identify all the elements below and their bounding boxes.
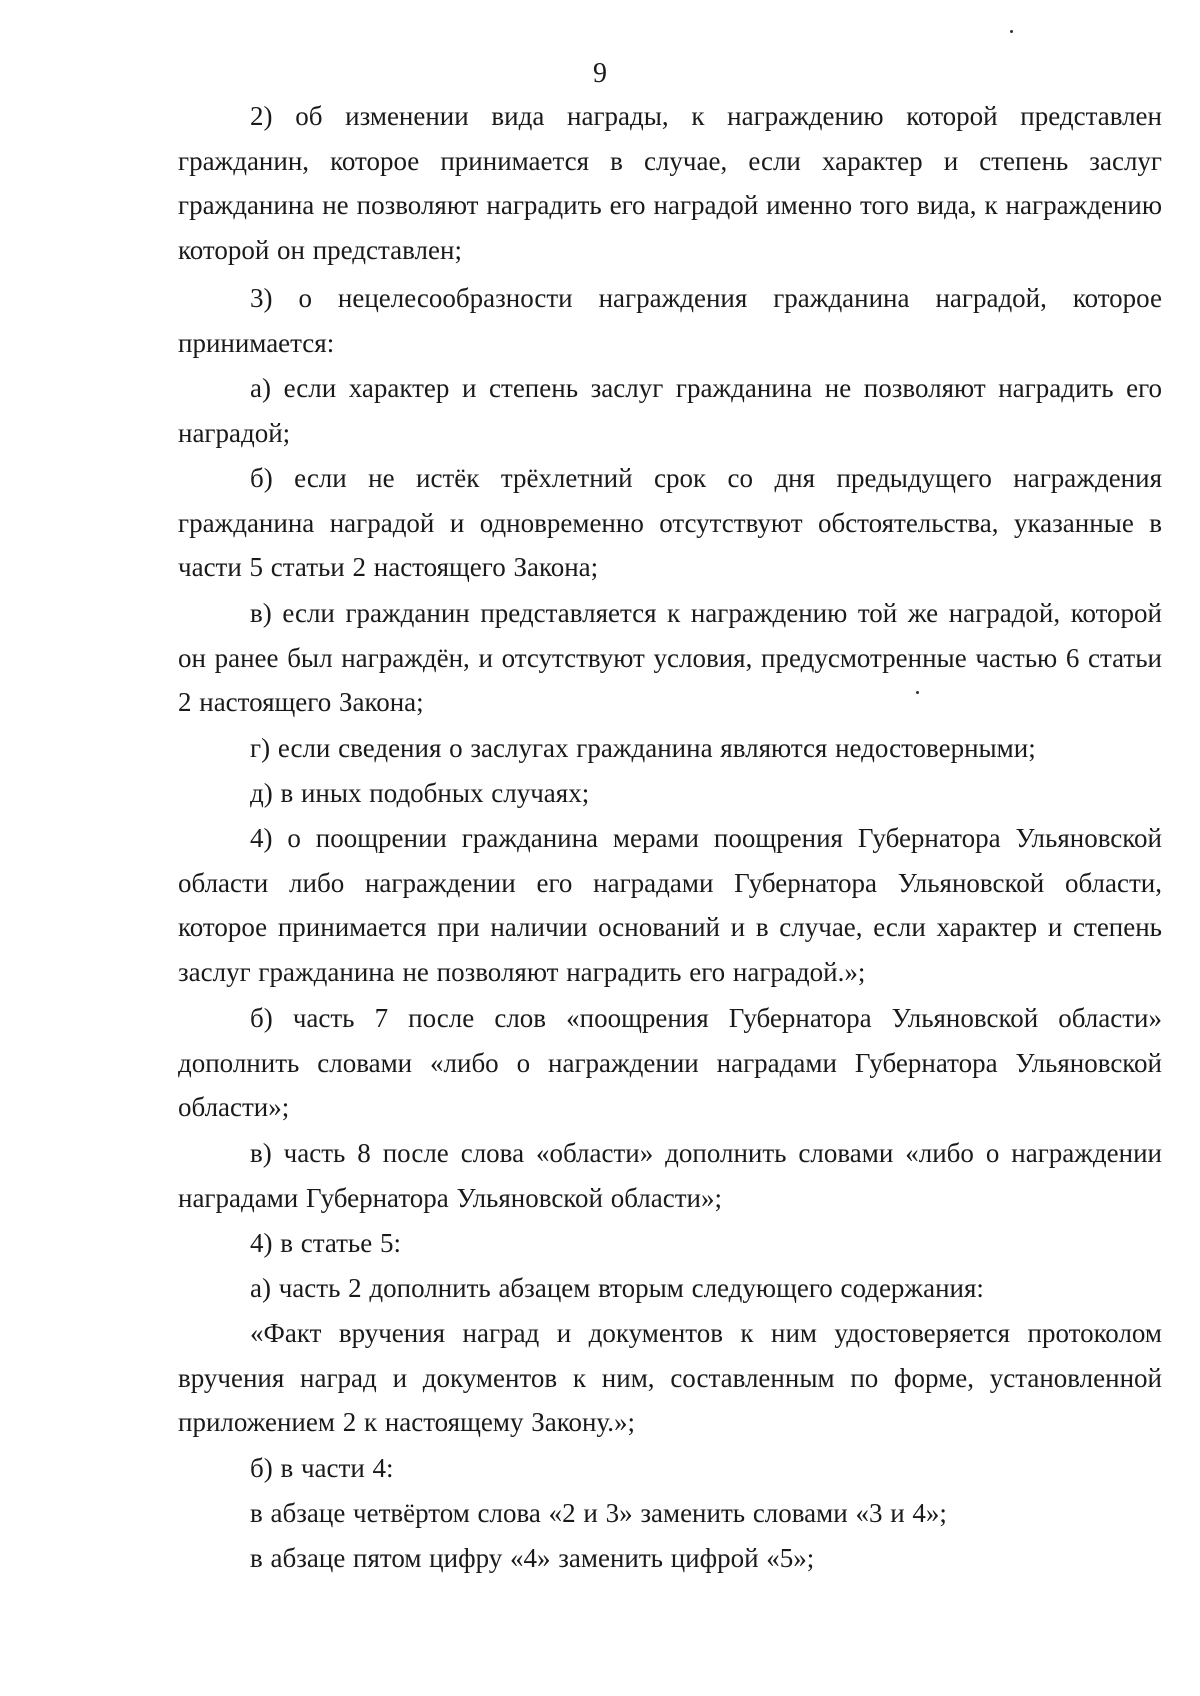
paragraph-item-2: 2) об изменении вида награды, к награждению которой представлен гражданин, которое принимается в случае, если характер и степень заслуг гражданина не позволяют наградить его наградой именно того вида, к награждению которой он представлен; — [178, 101, 1162, 265]
paragraph-part-4: б) в части 4: — [250, 1453, 394, 1483]
paragraph-part-8: в) часть 8 после слова «области» дополнить словами «либо о награждении наградами Губернатора Ульяновской области»; — [178, 1138, 1162, 1213]
paragraph-article-5: 4) в статье 5: — [250, 1228, 401, 1258]
paragraph-subitem-b: б) если не истёк трёхлетний срок со дня предыдущего награждения гражданина наградой и одновременно отсутствуют обстоятельства, указанные в части 5 статьи 2 настоящего Закона; — [178, 463, 1162, 582]
scan-speck — [1010, 30, 1013, 33]
paragraph-abzac-4: в абзаце четвёртом слова «2 и 3» заменить словами «3 и 4»; — [250, 1498, 947, 1528]
paragraph-subitem-a: а) если характер и степень заслуг гражданина не позволяют наградить его наградой; — [178, 373, 1162, 448]
paragraph-part-7: б) часть 7 после слов «поощрения Губернатора Ульяновской области» дополнить словами «либо о награждении наградами Губернатора Ульяновской области»; — [178, 1003, 1162, 1122]
paragraph-subitem-g: г) если сведения о заслугах гражданина являются недостоверными; — [250, 733, 1036, 763]
paragraph-item-4: 4) о поощрении гражданина мерами поощрения Губернатора Ульяновской области либо награждении его наградами Губернатора Ульяновской области, которое принимается при наличии оснований и в случае, если характер и степень заслуг гражданина не позволяют наградить его наградой.»; — [178, 823, 1162, 987]
paragraph-abzac-5: в абзаце пятом цифру «4» заменить цифрой «5»; — [250, 1543, 815, 1573]
paragraph-item-3: 3) о нецелесообразности награждения гражданина наградой, которое принимается: — [178, 283, 1162, 358]
page-number: 9 — [593, 58, 607, 89]
paragraph-part-2: а) часть 2 дополнить абзацем вторым следующего содержания: — [250, 1273, 984, 1303]
paragraph-subitem-d: д) в иных подобных случаях; — [250, 778, 590, 808]
paragraph-quote: «Факт вручения наград и документов к ним удостоверяется протоколом вручения наград и документов к ним, составленным по форме, установленной приложением 2 к настоящему Закону.»; — [178, 1318, 1162, 1437]
paragraph-subitem-v: в) если гражданин представляется к награждению той же наградой, которой он ранее был награждён, и отсутствуют условия, предусмотренные частью 6 статьи 2 настоящего Закона; — [178, 598, 1162, 717]
